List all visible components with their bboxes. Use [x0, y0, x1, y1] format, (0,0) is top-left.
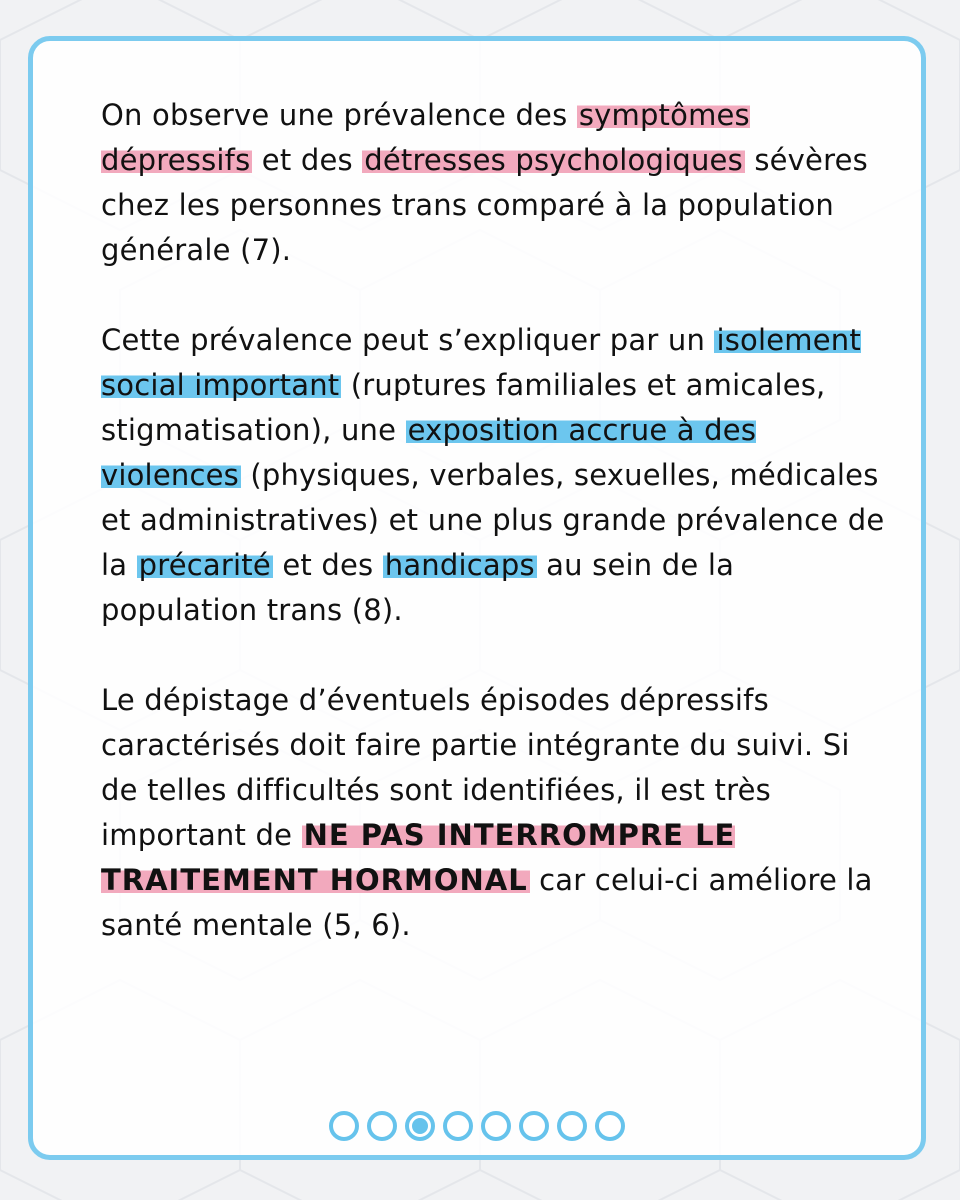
- page-dot-3-active[interactable]: [405, 1111, 435, 1141]
- paragraph-explanation: [101, 318, 891, 633]
- card-text: [101, 93, 891, 993]
- highlight-pink: symptômes dépressifs: [101, 98, 750, 177]
- text-segment: Le dépistage d’éventuels épisodes dépressifs caractérisés doit faire partie intégrante du suivi. Si de telles difficultés sont identifiées, il est très important de: [101, 683, 850, 852]
- highlight-blue: isolement social important: [101, 323, 861, 402]
- text-segment: au sein de la population trans (8).: [101, 548, 735, 627]
- text-segment: et des: [252, 143, 363, 177]
- paragraph-screening: [101, 678, 891, 948]
- content-card: [28, 36, 926, 1160]
- page-dot-6[interactable]: [519, 1111, 549, 1141]
- highlight-pink: détresses psychologiques: [364, 143, 743, 177]
- text-segment: sévères chez les personnes trans comparé à la population générale (7).: [101, 143, 868, 267]
- highlight-blue: exposition accrue à des violences: [101, 413, 757, 492]
- text-segment: Cette prévalence peut s’expliquer par un: [101, 323, 715, 357]
- text-segment: (physiques, verbales, sexuelles, médicales et administratives) et une plus grande prévalence de la: [101, 458, 885, 582]
- highlight-blue: précarité: [138, 548, 271, 582]
- page-dot-2[interactable]: [367, 1111, 397, 1141]
- page-dot-8[interactable]: [595, 1111, 625, 1141]
- page-dot-7[interactable]: [557, 1111, 587, 1141]
- highlight-blue: handicaps: [384, 548, 535, 582]
- highlight-pink-bold: NE PAS INTERROMPRE LE TRAITEMENT HORMONAL: [101, 818, 736, 897]
- pagination-dots: [33, 1111, 921, 1141]
- text-segment: et des: [272, 548, 383, 582]
- page-dot-4[interactable]: [443, 1111, 473, 1141]
- page-dot-1[interactable]: [329, 1111, 359, 1141]
- paragraph-prevalence: [101, 93, 891, 273]
- text-segment: (ruptures familiales et amicales, stigmatisation), une: [101, 368, 826, 447]
- page-dot-5[interactable]: [481, 1111, 511, 1141]
- text-segment: car celui-ci améliore la santé mentale (5, 6).: [101, 863, 873, 942]
- text-segment: On observe une prévalence des: [101, 98, 577, 132]
